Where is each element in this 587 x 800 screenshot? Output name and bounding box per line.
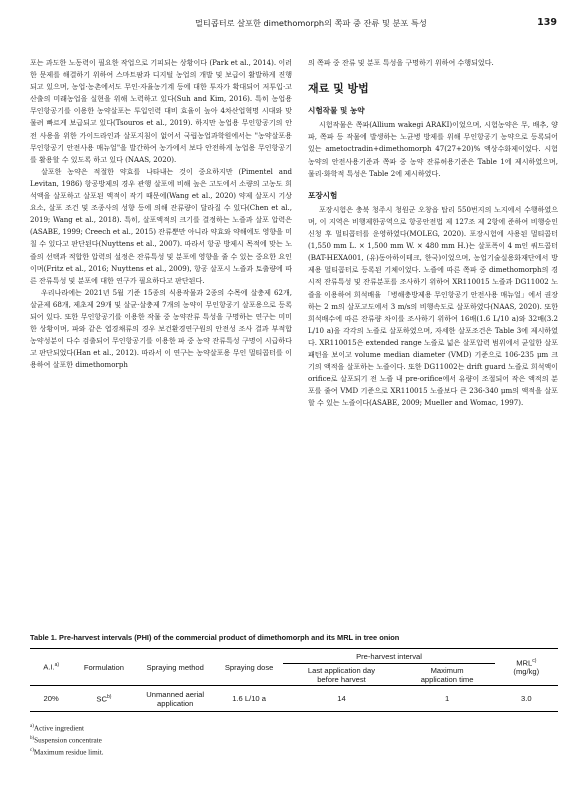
table-note: $^{a)}$Active ingredient <box>30 724 84 733</box>
header-max-application: Maximum application time <box>420 665 474 684</box>
table-note: $^{c)}$Maximum residue limit. <box>30 747 104 757</box>
right-column <box>308 57 558 409</box>
cell-spraying-method: Unmanned aerial application <box>146 689 205 708</box>
paragraph: 우리나라에는 2021년 5월 기준 15종의 식용작물과 2종의 수목에 살충제 62개, 살균제 68개, 제초제 29개 및 살균·살충제 7개의 농약이 무인항공기 살포용으로 등록되어 있다. 또한 무인항공기를 이용한 작물 중 농약잔류 특성을 구명하는 연구는 미미한 상황이며, 파와 같은 엽경채류의 경우 보건환경연구원의 안전성 조사 결과 부적합 농약성분이 다수 검출되어 무인항공기를 이용한 파 중 농약 잔류특성 구명이 시급하다고 판단되었다(Han et al., 2012). 따라서 이 연구는 농약살포용 무인 멀티콥터를 이용하여 살포한 dimethomorph <box>30 287 292 370</box>
running-title: 멀티콥터로 살포한 dimethomorph의 쪽파 중 잔류 및 분포 특성 <box>195 18 427 28</box>
table-notes <box>30 722 558 758</box>
paragraph: 살포한 농약은 적절한 약효를 나타내는 것이 중요하지만 (Pimentel and Levitan, 1986) 항공방제의 경우 관행 살포에 비해 높은 고도에서 소량의 고농도 희석액을 살포하고 살포된 액적이 작기 때문에(Wang et al., 2020) 약제 살포시 기상요소, 살포 조건 및 조종사의 성향 등에 의해 잔류량이 달라질 수 있다(Chen et al., 2019; Wang et al., 2018). 특히, 살포액적의 크기를 결정하는 노즐과 살포 압력은(ASABE, 1999; Creech et al., 2015) 잔류뿐만 아니라 약효와 약해에도 영향을 미칠 수 있다고 판단된다(Nuyttens et al., 2007). 따라서 항공 방제시 목적에 맞는 노즐의 선택과 적합한 압력의 설정은 잔류특성 및 분포에 영향을 줄 수 있는 중요한 요인이며(Fritz et al., 2016; Nuyttens et al., 2009), 항공 살포시 노즐과 토출량에 따른 잔류특성 및 분포에 대한 연구가 필요하다고 판단된다. <box>30 166 293 285</box>
data-table <box>30 648 558 712</box>
paragraph: 포는 과도한 노동력이 필요한 작업으로 기피되는 상황이다 (Park et al., 2014). 이러한 문제를 해결하기 위하여 스마트팜과 디지털 농업의 개발 및 보급이 활발하게 진행되고 있으며, 농업·농촌에서도 무인·자율농기계 등에 대한 투자가 확대되어 저투입·고산출의 미래농업을 실현을 위해 노력하고 있다(Suh and Kim, 2016). 특히 농업용 무인항공기를 이용한 농약살포는 투입인력 대비 효율이 높아 4차산업혁명 시대와 맞물려 빠르게 보급되고 있다(Tsouros et al., 2019). 하지만 농업용 무인항공기의 안전 사용을 위한 가이드라인과 살포지침이 없어서 국립농업과학원에서는 "농약살포용 무인항공기 안전사용 매뉴얼"을 발간하여 농가에서 보다 안전하게 농업용 무인항공기를 활용할 수 있도록 하고 있다 (NAAS, 2020). <box>30 58 292 164</box>
subsection-title: 시험작물 및 농약 <box>308 106 365 116</box>
table-caption: Table 1. Pre-harvest intervals (PHI) of the commercial product of dimethomorph and its MRL in tree onion <box>30 633 400 642</box>
cell-ai: 20% <box>43 694 59 703</box>
table-1 <box>30 633 558 758</box>
header-phi-group: Pre-harvest interval <box>283 649 494 664</box>
section-title: 재료 및 방법 <box>308 82 369 96</box>
page-number: 139 <box>537 17 557 28</box>
running-header <box>0 18 587 32</box>
table-note: $^{b)}$Suspension concentrate <box>30 735 102 745</box>
cell-mrl: 3.0 <box>521 694 532 703</box>
left-column <box>30 57 292 371</box>
cell-spraying-dose: 1.6 L/10 a <box>232 694 266 703</box>
cell-max-application: 1 <box>444 694 450 703</box>
paragraph: 시험작물은 쪽파(Allium wakegi ARAKI)이었으며, 시험농약은 무, 배추, 양파, 쪽파 등 작물에 발생하는 노균병 방제를 위해 무인항공기 농약으로 등록되어 있는 ametoctradin+dimethomorph 47(27+20)% 액상수화제이었다. 시험농약의 안전사용기준과 쪽파 중 농약 잔류허용기준은 Table 1에 제시하였으며, 물리·화학적 특성은 Table 2에 제시하였다. <box>308 120 558 178</box>
header-formulation: Formulation <box>83 662 124 672</box>
header-spraying-dose: Spraying dose <box>224 662 274 672</box>
cell-last-application: 14 <box>337 694 346 703</box>
subsection-title: 포장시험 <box>308 190 338 200</box>
paragraph: 포장시험은 충북 청주시 청원군 오창읍 탑리 550번지의 노지에서 수행하였으며, 이 지역은 비행제한공역으로 항공안전법 제 127조 제 2항에 준하여 비행승인신청 후 멀티콥터를 운영하였다(MOLEG, 2020). 포장시험에 사용된 멀티콥터(1,550 mm L. × 1,500 mm W. × 480 mm H.)는 살포폭이 4 m인 쿼드콥터(BAT-HEXA001, (유)동아하이테크, 한국)이었으며, 농업기술실용화재단에서 방제용 멀티콥터로 등록된 기체이었다. 노즐에 따른 쪽파 중 dimethomorph의 경시적 잔류특성 및 잔류분포를 조사하기 위하여 XR110015 노즐과 DG11002 노즐을 이용하여 희석배율 「병해충방제용 무인항공기 안전사용 매뉴얼」에서 권장하는 2 m의 살포고도에서 3 m/s의 비행속도로 살포하였다(NAAS, 2020). 또한 희석배수에 따른 잔류량 차이를 조사하기 위하여 16배(1.6 L/10 a)와 32배(3.2 L/10 a)을 각각의 노즐로 살포하였으며, 자세한 살포조건은 Table 3에 제시하였다. XR110015은 extended range 노즐로 넓은 살포압력 범위에서 균일한 살포패턴을 보이고 volume median diameter (VMD) 기준으로 106-235 μm 크기의 액적을 살포하는 노즐이다. 또한 DG11002는 drift guard 노즐로 희석액이 orifice로 살포되기 전 노즐 내 pre-orifice에서 유량이 조절되어 작은 액적의 분포를 줄여 VMD 기준으로 XR110015 노즐보다 큰 236-340 μm의 액적을 살포할 수 있는 노즐이다(ASABE, 2009; Mueller and Womac, 1997). <box>308 204 558 408</box>
header-ai: A.I.$^{a)}$ <box>43 662 60 672</box>
cell-formulation: SC$^{b)}$ <box>96 693 112 704</box>
paragraph: 의 쪽파 중 잔류 및 분포 특성을 구명하기 위하여 수행되었다. <box>308 58 494 67</box>
header-mrl: MRL$^{c)}$ (mg/kg) <box>513 657 540 677</box>
table-row <box>30 686 558 712</box>
header-spraying-method: Spraying method <box>146 662 204 672</box>
header-last-application: Last application day before harvest <box>307 665 376 684</box>
